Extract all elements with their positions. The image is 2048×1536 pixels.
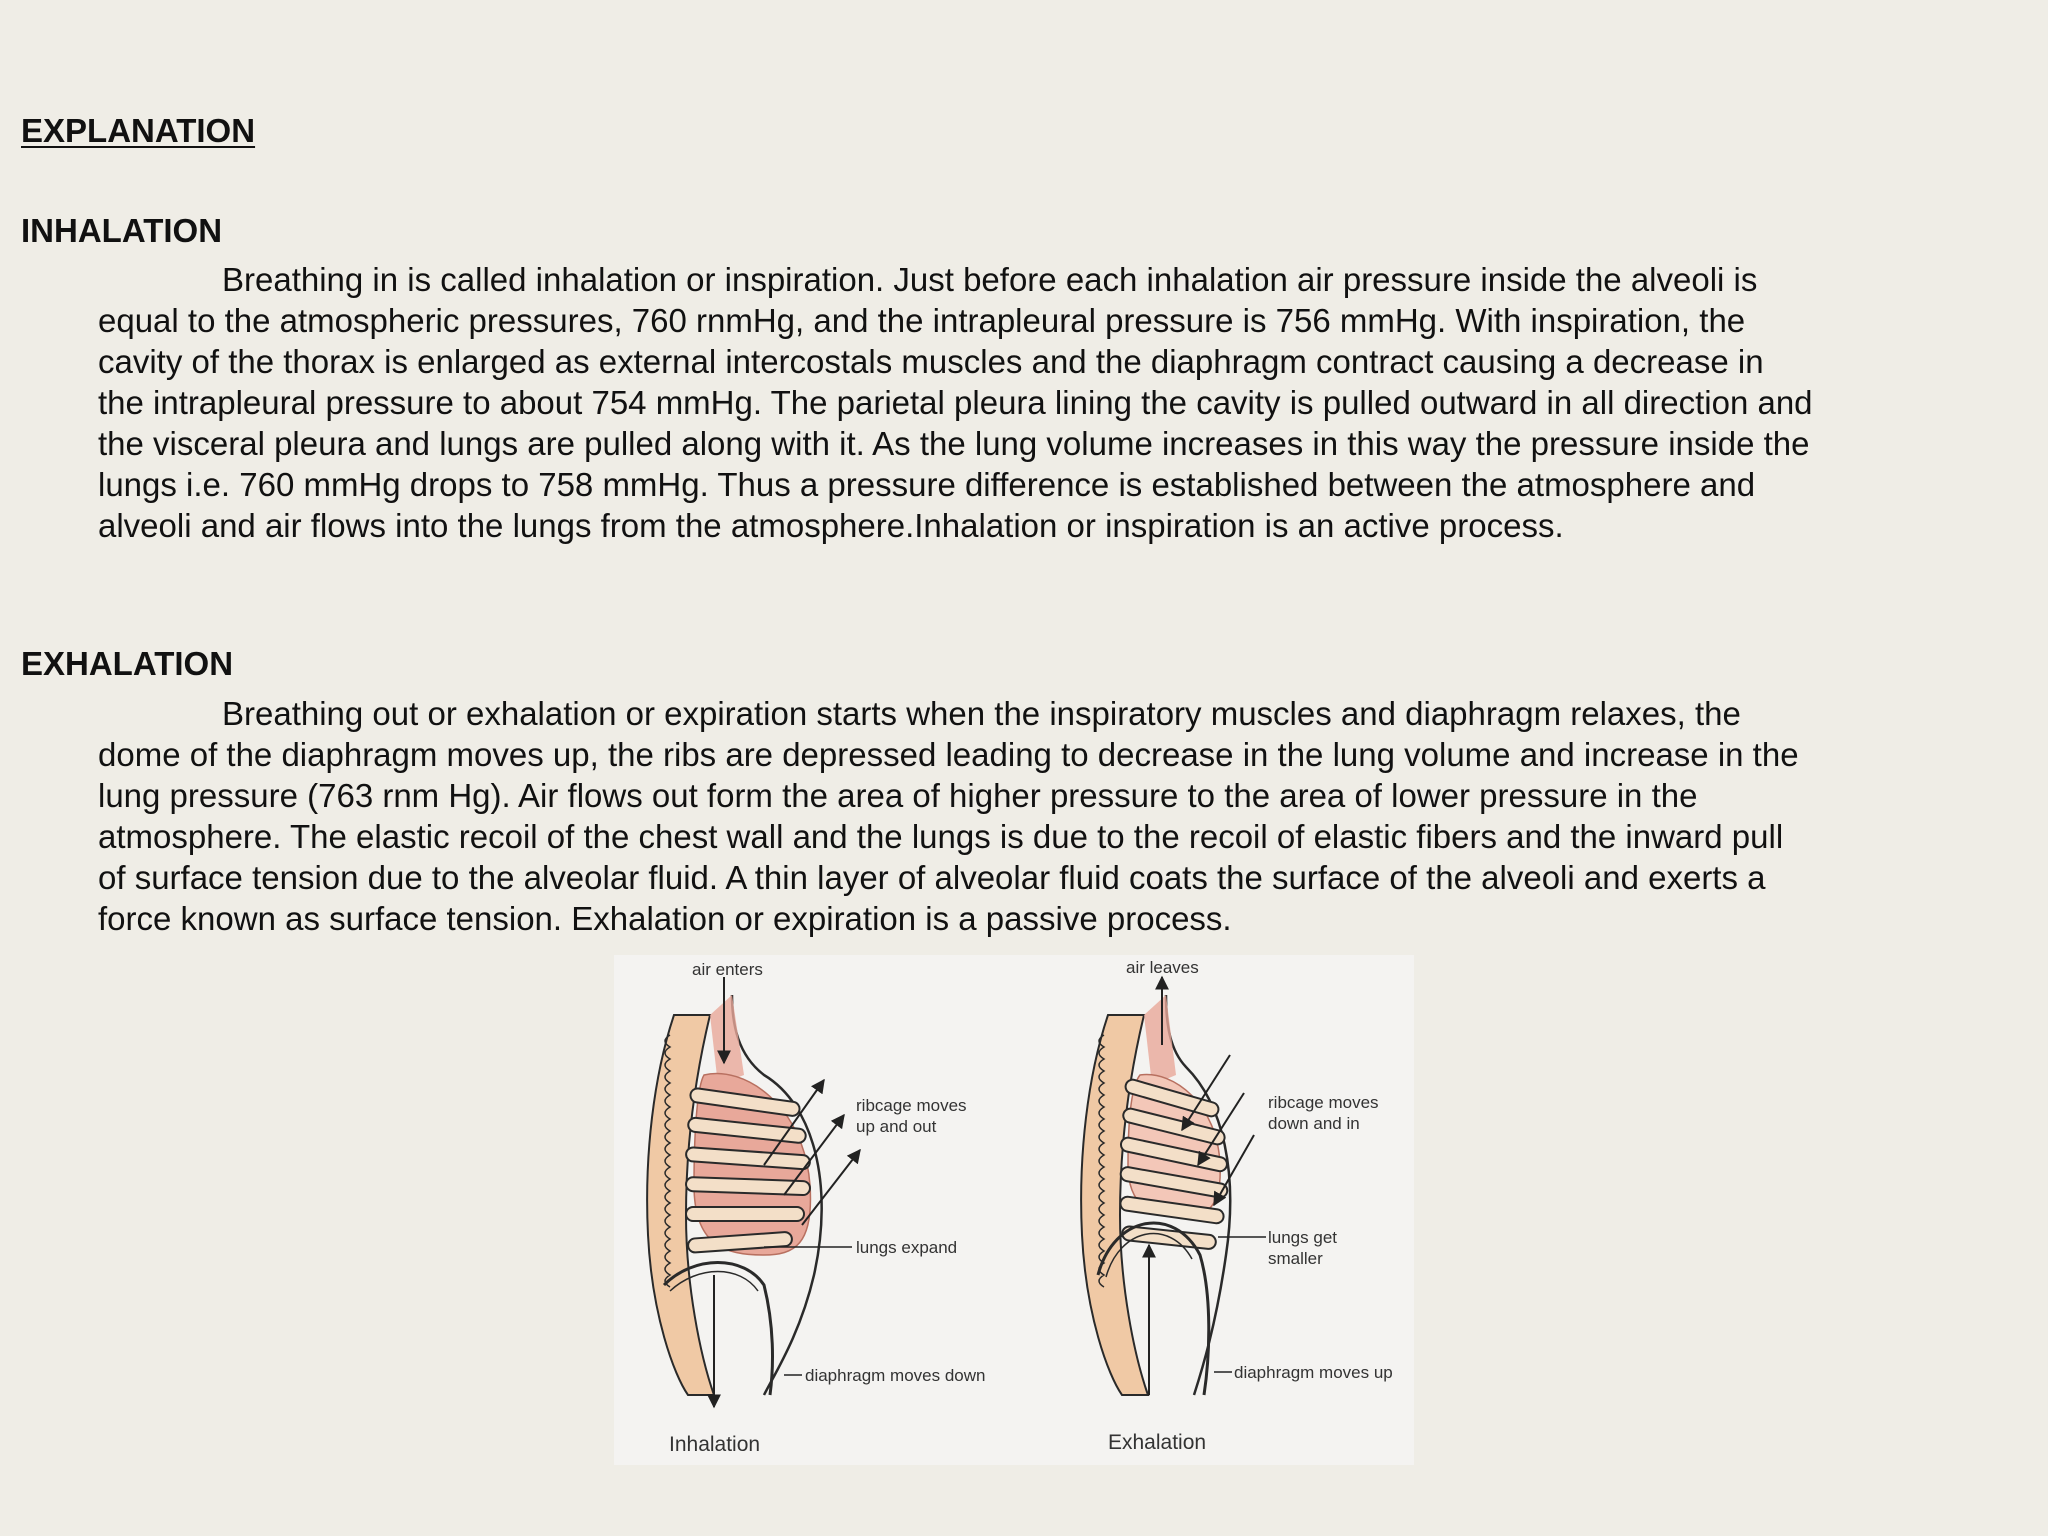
exhalation-heading: EXHALATION bbox=[21, 645, 234, 682]
air-leaves-label: air leaves bbox=[1126, 958, 1199, 977]
inhalation-heading: INHALATION bbox=[21, 212, 223, 249]
exhalation-text: Breathing out or exhalation or expiration starts when the inspiratory muscles and diaphragm relaxes, the dome of the diaphragm moves up, the ribs are depressed leading to decrease in the lung volume and increase in the lung pressure (763 rnm Hg). Air flows out form the area of higher pressure to the area of lower pressure in the atmosphere. The elastic recoil of the chest wall and the lungs is due to the recoil of elastic fibers and the inward pull of surface tension due to the alveolar fluid. A thin layer of alveolar fluid coats the surface of the alveoli and exerts a force known as surface tension. Exhalation or expiration is a passive process. bbox=[98, 695, 1799, 937]
diaphragm-up-label: diaphragm moves up bbox=[1234, 1363, 1393, 1382]
diaphragm-down-label: diaphragm moves down bbox=[805, 1366, 986, 1385]
breathing-diagram-svg bbox=[614, 955, 1414, 1465]
lungs-expand-label: lungs expand bbox=[856, 1238, 958, 1257]
ribcage-down-label-1: ribcage moves bbox=[1268, 1093, 1379, 1112]
breathing-diagram bbox=[614, 955, 1414, 1465]
page-title: EXPLANATION bbox=[21, 112, 256, 149]
inhalation-caption: Inhalation bbox=[669, 1433, 761, 1456]
ribcage-up-label-1: ribcage moves bbox=[856, 1096, 967, 1115]
lungs-smaller-label-2: smaller bbox=[1268, 1249, 1323, 1268]
inhalation-torso bbox=[647, 995, 822, 1395]
exhalation-paragraph bbox=[98, 693, 1818, 939]
inhalation-paragraph bbox=[98, 259, 1818, 546]
exhalation-torso bbox=[1081, 995, 1230, 1395]
exhalation-caption: Exhalation bbox=[1108, 1431, 1207, 1454]
ribcage-down-label-2: down and in bbox=[1268, 1114, 1360, 1133]
lungs-smaller-label-1: lungs get bbox=[1268, 1228, 1337, 1247]
inhalation-text: Breathing in is called inhalation or inspiration. Just before each inhalation air pressure inside the alveoli is equal to the atmospheric pressures, 760 rnmHg, and the intrapleural pressure is 756 mmHg. With inspiration, the cavity of the thorax is enlarged as external intercostals muscles and the diaphragm contract causing a decrease in the intrapleural pressure to about 754 mmHg. The parietal pleura lining the cavity is pulled outward in all direction and the visceral pleura and lungs are pulled along with it. As the lung volume increases in this way the pressure inside the lungs i.e. 760 mmHg drops to 758 mmHg. Thus a pressure difference is established between the atmosphere and alveoli and air flows into the lungs from the atmosphere.Inhalation or inspiration is an active process. bbox=[98, 261, 1813, 544]
air-enters-label: air enters bbox=[692, 960, 763, 979]
ribcage-up-label-2: up and out bbox=[856, 1117, 937, 1136]
